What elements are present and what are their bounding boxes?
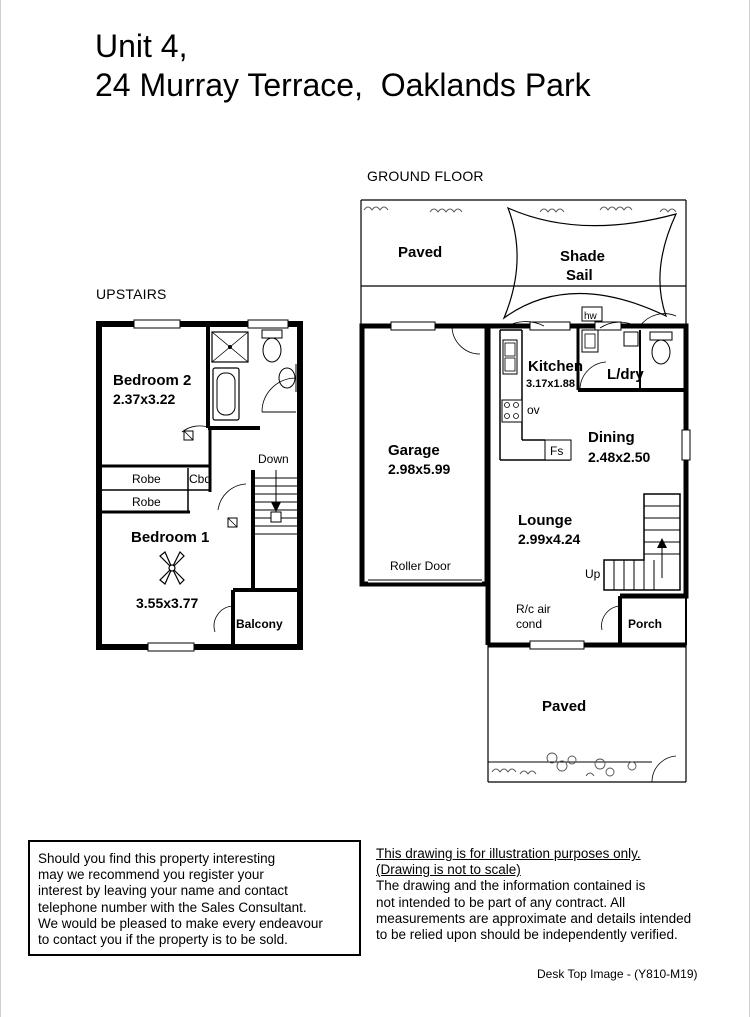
bedroom-2-dimensions: 2.37x3.22 <box>113 391 176 407</box>
image-credit: Desk Top Image - (Y810-M19) <box>537 967 698 981</box>
fridge-space-label: Fs <box>550 444 564 458</box>
ground-floor-plan <box>361 200 690 782</box>
shade-sail-label-1: Shade <box>560 248 606 265</box>
garage-name: Garage <box>388 442 440 459</box>
disclaimer-heading-2: (Drawing is not to scale) <box>376 862 521 878</box>
cbd-label: Cbd <box>189 472 212 486</box>
aircon-label-2: cond <box>516 617 543 631</box>
lounge-name: Lounge <box>518 512 573 529</box>
notice-line: may we recommend you register your <box>38 867 264 883</box>
paved-top-label: Paved <box>398 244 443 261</box>
upstairs-label: UPSTAIRS <box>96 286 167 302</box>
dining-name: Dining <box>588 429 635 446</box>
upstairs-plan <box>99 320 300 651</box>
dining-dimensions: 2.48x2.50 <box>588 449 651 465</box>
garden-plants-icon <box>492 753 636 776</box>
ceiling-fan-icon <box>160 552 184 584</box>
roller-door-label: Roller Door <box>390 559 451 573</box>
bedroom-1-dimensions: 3.55x3.77 <box>136 595 199 611</box>
garage-dimensions: 2.98x5.99 <box>388 461 451 477</box>
disclaimer-heading-1: This drawing is for illustration purposes only. <box>376 846 641 861</box>
paved-bottom-label: Paved <box>542 698 587 715</box>
kitchen-name: Kitchen <box>528 358 584 375</box>
notice-line: Should you find this property interesting <box>38 851 276 866</box>
ground-floor-label: GROUND FLOOR <box>367 168 484 184</box>
disclaimer-line: measurements are approximate and details intended <box>376 910 692 926</box>
robe-label-b: Robe <box>132 495 161 509</box>
notice-line: to contact you if the property is to be sold. <box>38 932 288 948</box>
laundry-label: L/dry <box>607 366 644 383</box>
balcony-label: Balcony <box>236 617 283 631</box>
register-interest-notice <box>28 840 361 956</box>
bedroom-1-name: Bedroom 1 <box>131 529 210 546</box>
robe-label-a: Robe <box>132 472 161 486</box>
lounge-dimensions: 2.99x4.24 <box>518 531 581 547</box>
address-line-2: 24 Murray Terrace, Oaklands Park <box>95 67 591 103</box>
aircon-label-1: R/c air <box>516 602 551 616</box>
disclaimer-line: not intended to be part of any contract. All <box>376 894 626 910</box>
notice-line: We would be pleased to make every endeavour <box>38 915 323 931</box>
disclaimer <box>376 846 691 943</box>
kitchen-dimensions: 3.17x1.88 <box>526 378 575 390</box>
bedroom-2-name: Bedroom 2 <box>113 372 192 389</box>
address-line-1: Unit 4, <box>95 28 188 64</box>
porch-label: Porch <box>628 617 663 631</box>
notice-line: interest by leaving your name and contact <box>38 883 288 899</box>
shade-sail-label-2: Sail <box>566 267 593 284</box>
disclaimer-line: to be relied upon should be independently verified. <box>376 927 678 943</box>
notice-line: telephone number with the Sales Consultant. <box>38 899 307 915</box>
hot-water-label: hw <box>584 311 597 322</box>
disclaimer-line: The drawing and the information contained is <box>376 878 646 894</box>
stairs-up-label: Up <box>585 567 601 581</box>
stairs-down-label: Down <box>258 452 289 466</box>
oven-label: ov <box>527 403 540 417</box>
